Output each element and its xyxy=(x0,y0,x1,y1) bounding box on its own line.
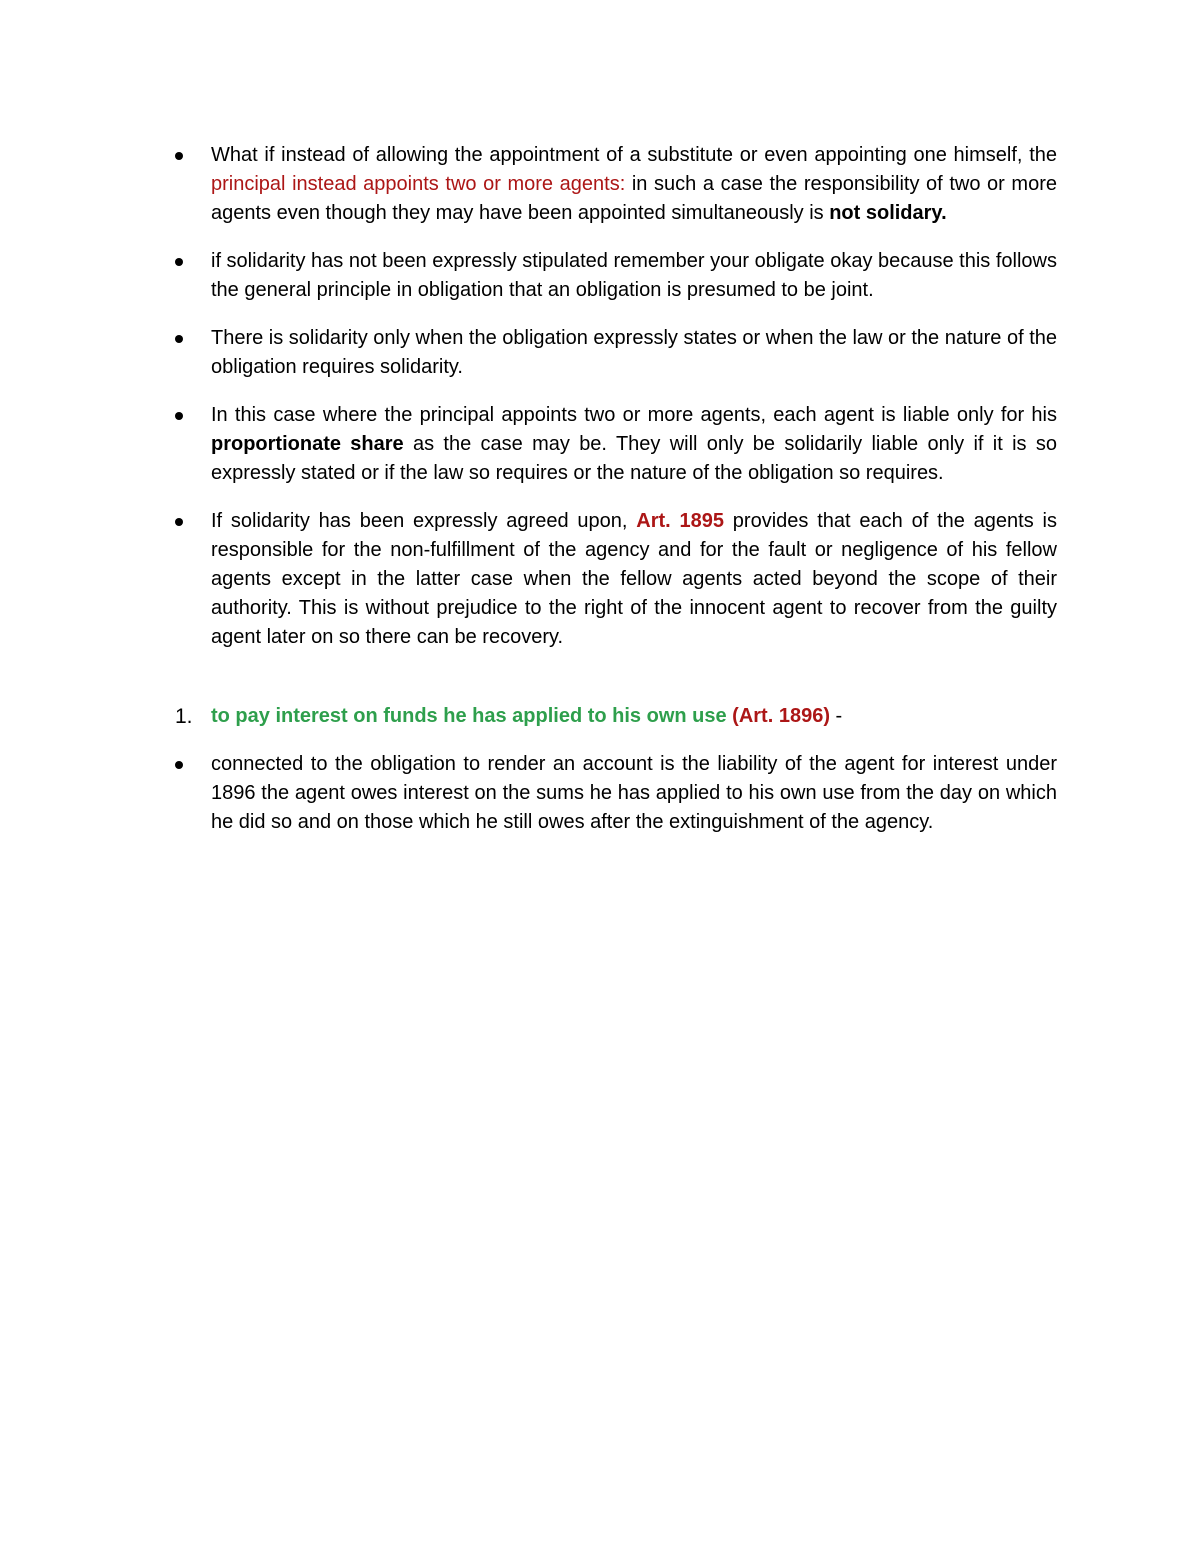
spacer xyxy=(211,671,1057,702)
bullet-icon xyxy=(175,258,183,266)
bullet-icon xyxy=(175,335,183,343)
bold-text: not solidary. xyxy=(829,202,947,224)
bullet-icon xyxy=(175,412,183,420)
bold-text: proportionate share xyxy=(211,433,404,455)
highlight-text-red: principal instead appoints two or more agents: xyxy=(211,173,626,195)
bullet-item-solidarity-conditions xyxy=(211,324,1057,382)
bullet-item-art-1895 xyxy=(211,507,1057,652)
article-reference: Art. 1895 xyxy=(636,510,724,532)
text-segment: - xyxy=(829,705,843,727)
bullet-item-multiple-agents xyxy=(211,141,1057,228)
heading-text-green: to pay interest on funds he has applied to his own use xyxy=(211,705,733,727)
bullet-item-solidarity-not-stipulated xyxy=(211,247,1057,305)
text-segment: provides that each of the agents is responsible for the non-fulfillment of the agency and for the fault or negligence of his fellow agents except in the latter case when the fellow agents acted beyond the scope of their authority. This is without prejudice to the right of the innocent agent to recover from the guilty agent later on so there can be recovery. xyxy=(211,510,1057,648)
text-segment: If solidarity has been expressly agreed upon, xyxy=(211,510,637,532)
text-segment: In this case where the principal appoints two or more agents, each agent is liable only for his xyxy=(211,404,1057,426)
text-segment: There is solidarity only when the obligation expressly states or when the law or the nature of the obligation requires solidarity. xyxy=(211,327,1058,378)
document-body xyxy=(175,141,1058,856)
text-segment: connected to the obligation to render an account is the liability of the agent for interest under 1896 the agent owes interest on the sums he has applied to his own use from the day on which he did so and on those which he still owes after the extinguishment of the agency. xyxy=(211,753,1057,833)
text-segment: in such a case the responsibility of two or more agents even though they may have been appointed simultaneously is xyxy=(211,173,1057,224)
bullet-item-proportionate-share xyxy=(211,401,1057,488)
bullet-item-interest-liability xyxy=(211,750,1057,837)
text-segment: as the case may be. They will only be solidarily liable only if it is so expressly stated or if the law so requires or the nature of the obligation so requires. xyxy=(211,433,1057,484)
numbered-heading-interest xyxy=(175,702,1057,731)
bullet-icon xyxy=(175,761,183,769)
text-segment: if solidarity has not been expressly stipulated remember your obligate okay because this follows the general principle in obligation that an obligation is presumed to be joint. xyxy=(211,250,1057,301)
article-reference: (Art. 1896) xyxy=(732,705,830,727)
text-segment: What if instead of allowing the appointment of a substitute or even appointing one himself, the xyxy=(211,144,1057,166)
list-number: 1. xyxy=(175,705,193,728)
bullet-icon xyxy=(175,152,183,160)
bullet-icon xyxy=(175,518,183,526)
